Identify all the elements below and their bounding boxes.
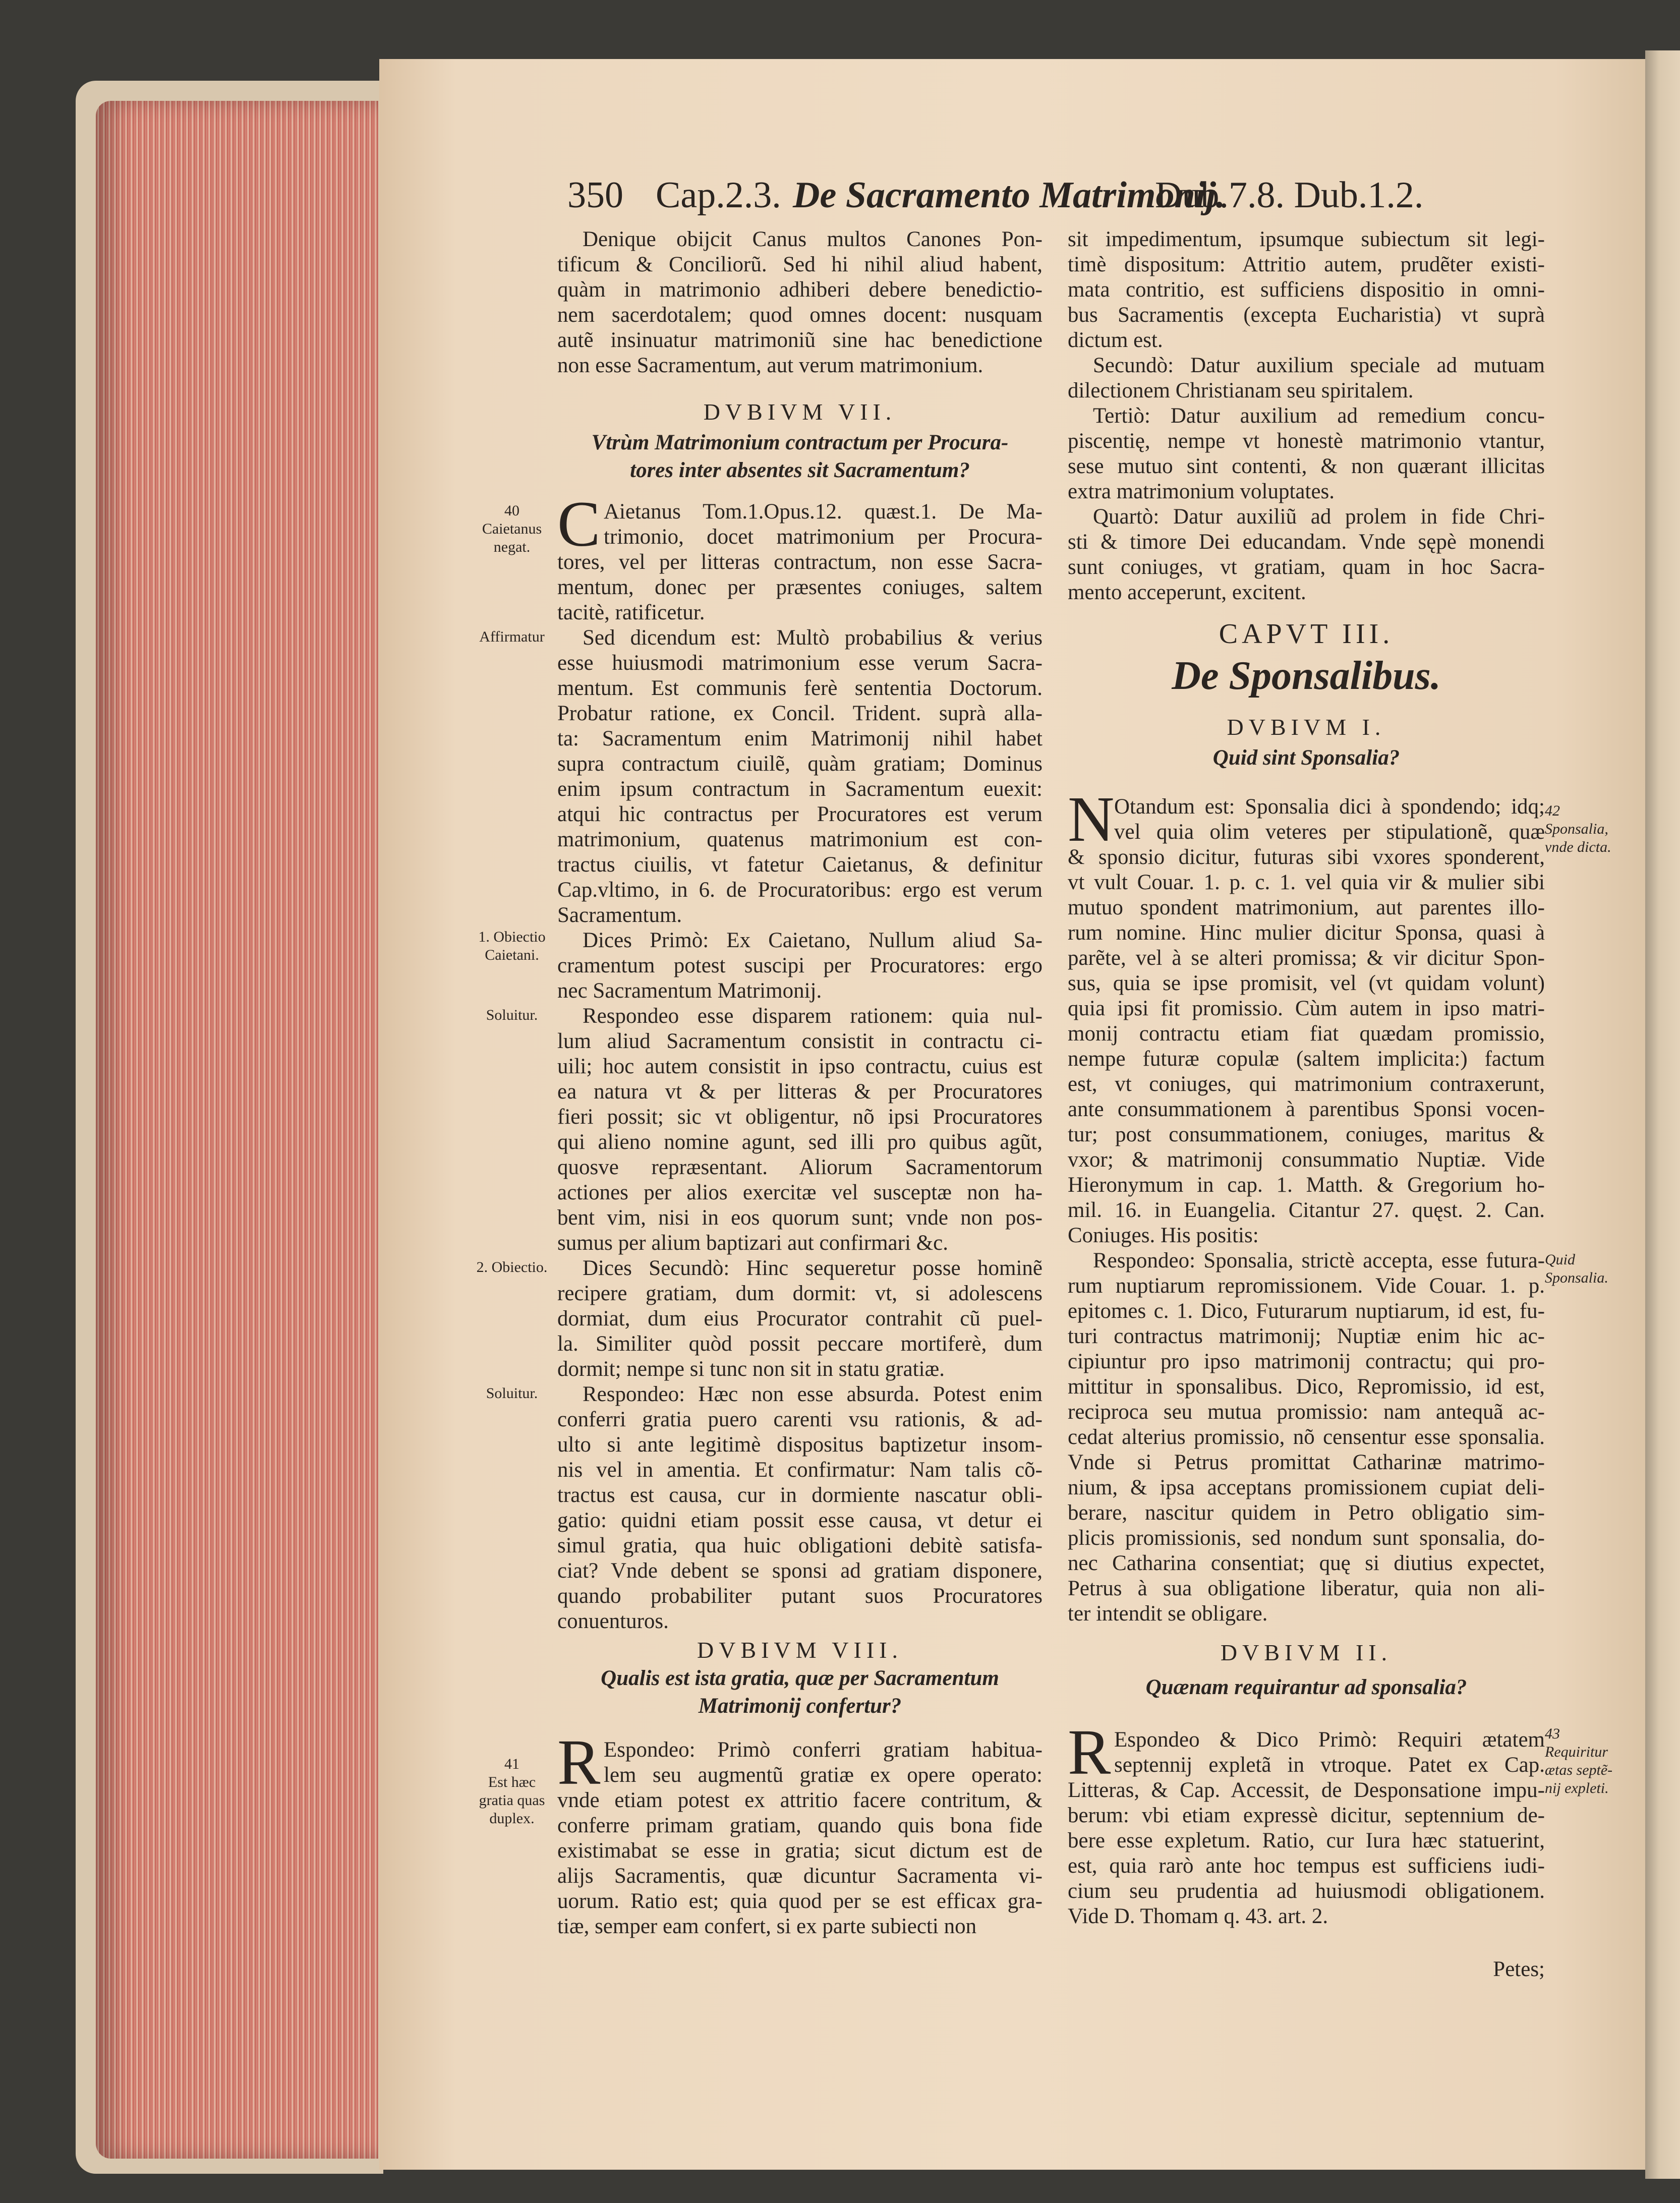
- paragraph: [557, 1726, 1042, 1939]
- text-line: mento acceperunt, excitent.: [1068, 581, 1306, 604]
- paragraph: [1068, 403, 1545, 504]
- text-line: tores, vel per litteras contractum, non esse Sacra-: [557, 550, 1042, 574]
- text-line: Respondeo esse disparem rationem: quia nul-: [583, 1004, 1042, 1028]
- text-line: ter intendit se obligare.: [1068, 1602, 1268, 1626]
- margin-note: [1545, 1725, 1636, 1798]
- text-line: vt vult Couar. 1. p. c. 1. vel quia vir & mulier sibi: [1068, 871, 1545, 894]
- text-line: est, vt coniuges, qui matrimonium contraxerunt,: [1068, 1072, 1545, 1096]
- text-line: mittitur in sponsalibus. Dico, Repromissio, id est,: [1068, 1375, 1545, 1399]
- dubium-title-line: Qualis est ista gratia, quæ per Sacramentum: [601, 1666, 999, 1690]
- text-line: ante consummationem à parentibus Sponsi vocen-: [1068, 1097, 1545, 1121]
- text-line: sus, quia se ipse promisit, vel (vt quidam volunt): [1068, 971, 1545, 995]
- text-line: berare, nascitur quidem in Petro obligatio sim-: [1068, 1501, 1545, 1525]
- chapter-title: De Sponsalibus.: [1172, 654, 1441, 698]
- text-line: berum: vbi etiam expressè dicitur, septennium de-: [1068, 1804, 1545, 1827]
- text-line: vel quia olim veteres per stipulationẽ, quæ: [1114, 820, 1545, 844]
- text-line: nec Sacramentum Matrimonij.: [557, 979, 822, 1003]
- margin-note: [467, 1384, 557, 1403]
- text-line: epitomes c. 1. Dico, Futurarum nuptiarum, id est, fu-: [1068, 1299, 1545, 1323]
- text-line: Probatur ratione, ex Concil. Trident. suprà alla-: [557, 702, 1042, 725]
- text-line: Dices Secundò: Hinc sequeretur posse hominẽ: [583, 1256, 1042, 1280]
- text-line: actiones per alios exercitæ vel susceptæ non ha-: [557, 1181, 1042, 1204]
- margin-note-line: 43: [1545, 1725, 1560, 1742]
- dubium-title-line: Matrimonij confertur?: [698, 1694, 902, 1718]
- text-line: cramentum potest suscipi per Procuratores: ergo: [557, 954, 1042, 977]
- margin-note: [467, 928, 557, 964]
- page-number: 350: [567, 175, 623, 216]
- text-line: tacitè, ratificetur.: [557, 601, 705, 624]
- margin-note-line: Soluitur.: [486, 1385, 538, 1402]
- text-line: recipere gratiam, dum dormit: vt, si adolescens: [557, 1282, 1042, 1305]
- margin-note: [467, 1258, 557, 1277]
- paragraph: [1068, 353, 1545, 403]
- text-line: ciat? Vnde debent se sponsi ad gratiam disponere,: [557, 1559, 1042, 1583]
- text-line: Secundò: Datur auxilium speciale ad mutuam: [1093, 354, 1545, 377]
- text-line: mentum. Est communis ferè sententia Doctorum.: [557, 676, 1042, 700]
- margin-note-line: Sponsalia,: [1545, 821, 1608, 837]
- text-line: nec Catharina consentiat; quę si diutius expectet,: [1068, 1551, 1545, 1575]
- drop-cap: R: [1068, 1716, 1111, 1788]
- margin-note: [467, 1006, 557, 1024]
- text-line: bent vim, nisi in eos quorum sunt; vnde non pos-: [557, 1206, 1042, 1230]
- text-line: enim ipsum contractum in Sacramentum euexit:: [557, 777, 1042, 801]
- text-line: Vnde si Petrus promittat Catharinæ matrimo-: [1068, 1451, 1545, 1474]
- text-line: matrimonium, quatenus matrimonium est con-: [557, 828, 1042, 851]
- margin-note-line: 41: [504, 1756, 519, 1772]
- text-line: nempe futuræ copulæ (saltem implicita:) factum: [1068, 1047, 1545, 1071]
- margin-note-line: Est hæc: [488, 1774, 536, 1790]
- text-line: rum nomine. Hinc mulier dicitur Sponsa, quasi à: [1068, 921, 1545, 945]
- text-line: Vide D. Thomam q. 43. art. 2.: [1068, 1904, 1328, 1928]
- text-line: ulto si ante legitimè dispositus baptizetur insom-: [557, 1433, 1042, 1457]
- text-line: vxor; & matrimonij consummatio Nuptiæ. Vide: [1068, 1148, 1545, 1172]
- page-edges: [96, 101, 378, 2159]
- text-line: non esse Sacramentum, aut verum matrimonium.: [557, 354, 983, 377]
- text-line: dormit; nempe si tunc non sit in statu gratiæ.: [557, 1357, 945, 1381]
- margin-note: [1545, 1251, 1636, 1287]
- paragraph: [1068, 1716, 1545, 1929]
- text-line: mata contritio, est sufficiens dispositio in omni-: [1068, 278, 1545, 302]
- text-line: Sed dicendum est: Multò probabilius & verius: [583, 626, 1042, 650]
- margin-note-line: negat.: [493, 539, 531, 555]
- dubium-title: [557, 1664, 1042, 1720]
- text-line: mil. 16. in Euangelia. Citantur 27. quęst. 2. Can.: [1068, 1198, 1545, 1222]
- margin-note: [467, 1755, 557, 1828]
- margin-note-line: ætas septẽ-: [1545, 1762, 1613, 1778]
- dubium-title-line: Vtrùm Matrimonium contractum per Procura-: [591, 431, 1009, 454]
- margin-note-line: gratia quas: [479, 1792, 545, 1809]
- text-line: supra contractum ciuilẽ, quàm gratiam; Dominus: [557, 752, 1042, 776]
- text-line: dilectionem Christianam seu spiritalem.: [1068, 379, 1414, 402]
- margin-note-line: 2. Obiectio.: [476, 1259, 548, 1276]
- paragraph: [557, 928, 1042, 1004]
- margin-note-line: Soluitur.: [486, 1007, 538, 1023]
- dubium-heading: DVBIVM II.: [1220, 1640, 1393, 1665]
- paragraph: [557, 227, 1042, 378]
- text-line: alijs Sacramentis, quæ dicuntur Sacramenta vi-: [557, 1864, 1042, 1888]
- text-line: la. Similiter quòd possit peccare mortiferè, dum: [557, 1332, 1042, 1356]
- chapter-label: Cap.2.3.: [656, 175, 781, 216]
- paragraph: [557, 1004, 1042, 1256]
- drop-cap: R: [557, 1726, 601, 1798]
- text-line: quia ipsi fit promissio. Cùm autem in ipso matri-: [1068, 997, 1545, 1020]
- running-title: De Sacramento Matrimonij.: [793, 175, 1226, 216]
- text-line: tractus ciuilis, vt fatetur Caietanus, & definitur: [557, 853, 1042, 877]
- text-line: cium seu prudentia ad huiusmodi obligationem.: [1068, 1879, 1545, 1903]
- paragraph: [557, 488, 1042, 625]
- text-line: Aietanus Tom.1.Opus.12. quæst.1. De Ma-: [604, 500, 1042, 524]
- text-line: sese mutuo sint contenti, & non quærant illicitas: [1068, 454, 1545, 478]
- margin-note-line: 42: [1545, 802, 1560, 819]
- margin-note-line: duplex.: [489, 1810, 535, 1827]
- margin-note: [467, 502, 557, 556]
- text-line: esse huiusmodi matrimonium esse verum Sacra-: [557, 651, 1042, 675]
- text-line: uili; hoc autem consistit in ipso contractu, cuius est: [557, 1055, 1042, 1078]
- margin-note-line: vnde dicta.: [1545, 839, 1611, 855]
- section-label: Dub.7.8. Dub.1.2.: [1155, 175, 1424, 216]
- text-line: sti & timore Dei educandam. Vnde sępè monendi: [1068, 530, 1545, 554]
- text-line: septennij expletã in vtroque. Patet ex Cap.: [1114, 1753, 1545, 1777]
- text-line: Sacramentum.: [557, 903, 682, 927]
- text-line: tiæ, semper eam confert, si ex parte subiecti non: [557, 1915, 977, 1938]
- dubium-heading: DVBIVM VII.: [703, 399, 897, 425]
- dubium-heading: DVBIVM I.: [1227, 714, 1386, 740]
- text-line: cipiuntur pro ipso matrimonij contractu; qui pro-: [1068, 1350, 1545, 1373]
- margin-note-line: 1. Obiectio: [478, 929, 546, 945]
- paragraph: [1068, 504, 1545, 605]
- paragraph: [1068, 783, 1545, 1248]
- text-line: autẽ insinuatur matrimoniũ sine hac benedictione: [557, 328, 1042, 352]
- text-line: quosve repræsentant. Aliorum Sacramentorum: [557, 1155, 1042, 1179]
- text-line: Denique obijcit Canus multos Canones Pon-: [583, 227, 1042, 251]
- text-line: rum nuptiarum repromissionem. Vide Couar. 1. p.: [1068, 1274, 1545, 1298]
- text-line: bere esse expletum. Ratio, cur Iura hæc statuerint,: [1068, 1829, 1545, 1852]
- dubium-title: Quid sint Sponsalia?: [1212, 746, 1400, 770]
- text-line: quando probabiliter putant suos Procuratores: [557, 1584, 1042, 1608]
- text-line: & sponsio dicitur, futuras sibi vxores sponderent,: [1068, 845, 1545, 869]
- margin-note-line: Requiritur: [1545, 1744, 1608, 1760]
- text-line: qui alieno nomine agunt, sed illi pro quibus agũt,: [557, 1130, 1042, 1154]
- text-line: tur; post consummationem, coniuges, maritus &: [1068, 1123, 1545, 1146]
- facing-page-edge: [1645, 50, 1680, 2179]
- text-line: sit impedimentum, ipsumque subiectum sit legi-: [1068, 227, 1545, 251]
- catchword: Petes;: [1493, 1957, 1545, 1981]
- text-line: lem seu augmentũ gratiæ ex opere operato:: [604, 1763, 1042, 1787]
- text-line: conuenturos.: [557, 1609, 669, 1633]
- text-line: Quartò: Datur auxiliũ ad prolem in fide Chri-: [1093, 505, 1545, 529]
- margin-note-line: Affirmatur: [479, 628, 545, 645]
- margin-note: [467, 628, 557, 646]
- text-line: tractus est causa, cur in dormiente nascatur obli-: [557, 1483, 1042, 1507]
- drop-cap: N: [1068, 783, 1115, 855]
- dubium-title: Quænam requirantur ad sponsalia?: [1145, 1675, 1467, 1699]
- text-line: conferre primam gratiam, quando quis bona fide: [557, 1814, 1042, 1837]
- margin-note-line: Quid: [1545, 1251, 1575, 1268]
- text-line: Coniuges. His positis:: [1068, 1224, 1259, 1247]
- text-line: Espondeo & Dico Primò: Requiri ætatem: [1114, 1728, 1545, 1752]
- text-line: Dices Primò: Ex Caietano, Nullum aliud Sa-: [583, 929, 1042, 952]
- text-line: Cap.vltimo, in 6. de Procuratoribus: ergo est verum: [557, 878, 1042, 902]
- text-line: Respondeo: Sponsalia, strictè accepta, esse futura-: [1093, 1249, 1545, 1272]
- dubium-heading: DVBIVM VIII.: [697, 1637, 903, 1663]
- text-line: ea natura vt & per litteras & per Procuratores: [557, 1080, 1042, 1104]
- text-line: ta: Sacramentum enim Matrimonij nihil habet: [557, 727, 1042, 750]
- text-line: existimabat se esse in gratia; sicut dictum est de: [557, 1839, 1042, 1863]
- text-line: timè dispositum: Attritio autem, prudẽter existi-: [1068, 253, 1545, 276]
- dubium-title: [557, 429, 1042, 484]
- text-line: turi contractus matrimonij; Nuptiæ enim hic ac-: [1068, 1324, 1545, 1348]
- text-line: lum aliud Sacramentum consistit in contractu ci-: [557, 1029, 1042, 1053]
- text-line: uorum. Ratio est; quia quod per se est efficax gra-: [557, 1889, 1042, 1913]
- text-line: cedat alterius promissio, nõ censentur esse sponsalia.: [1068, 1425, 1545, 1449]
- text-line: simul gratia, qua huic obligationi debitè satisfa-: [557, 1534, 1042, 1557]
- text-line: piscentię, nempe vt honestè matrimonio vtantur,: [1068, 429, 1545, 453]
- text-line: plicis promissionis, sed nondum sunt sponsalia, do-: [1068, 1526, 1545, 1550]
- text-line: dormiat, dum eius Procurator contrahit cũ puel-: [557, 1307, 1042, 1330]
- text-line: quàm in matrimonio adhiberi debere benedictio-: [557, 278, 1042, 302]
- margin-note-line: 40: [504, 502, 519, 519]
- text-line: Tertiò: Datur auxilium ad remedium concu-: [1093, 404, 1545, 428]
- text-line: dictum est.: [1068, 328, 1163, 352]
- text-line: nium, & ipsa acceptans promissionem cupiat deli-: [1068, 1476, 1545, 1499]
- drop-cap: C: [557, 488, 601, 560]
- text-line: Respondeo: Hæc non esse absurda. Potest enim: [583, 1382, 1042, 1406]
- text-line: sumus per alium baptizari aut confirmari &c.: [557, 1231, 948, 1255]
- text-line: conferri gratia puero carenti vsu rationis, & ad-: [557, 1408, 1042, 1431]
- text-line: Otandum est: Sponsalia dici à spondendo; idq;: [1114, 795, 1545, 819]
- margin-note: [1545, 802, 1636, 856]
- text-line: monij contractu etiam fiat quædam promissio,: [1068, 1022, 1545, 1046]
- margin-note-line: Sponsalia.: [1545, 1269, 1608, 1286]
- margin-note-line: Caietani.: [485, 947, 539, 963]
- chapter-heading: CAPVT III.: [1219, 618, 1394, 650]
- dubium-title-line: tores inter absentes sit Sacramentum?: [630, 458, 970, 482]
- text-line: mutuo spondent matrimonium, aut parentes illo-: [1068, 896, 1545, 919]
- text-line: bus Sacramentis (excepta Eucharistia) vt suprà: [1068, 303, 1545, 327]
- text-line: parẽte, vel à se alteri promissa; & vir dicitur Spon-: [1068, 946, 1545, 970]
- text-line: nis vel in amentia. Et confirmatur: Nam talis cõ-: [557, 1458, 1042, 1482]
- text-line: vnde etiam potest ex attritio facere contritum, &: [557, 1788, 1042, 1812]
- text-line: Espondeo: Primò conferri gratiam habitua-: [604, 1738, 1042, 1762]
- paragraph: [1068, 227, 1545, 353]
- text-line: tificum & Conciliorũ. Sed hi nihil aliud habent,: [557, 253, 1042, 276]
- text-line: extra matrimonium voluptates.: [1068, 480, 1335, 503]
- text-line: trimonio, docet matrimonium per Procura-: [604, 525, 1042, 549]
- text-line: Hieronymum in cap. 1. Matth. & Gregorium ho-: [1068, 1173, 1545, 1197]
- text-line: Litteras, & Cap. Accessit, de Desponsatione impu-: [1068, 1778, 1545, 1802]
- text-line: Petrus à sua obligatione liberatur, quia non ali-: [1068, 1577, 1545, 1600]
- paragraph: [1068, 1248, 1545, 1627]
- text-line: est, quia rarò ante hoc tempus est sufficiens iudi-: [1068, 1854, 1545, 1878]
- text-line: mentum, donec per præsentes coniuges, saltem: [557, 575, 1042, 599]
- paragraph: [557, 625, 1042, 928]
- text-line: gatio: quidni etiam possit esse causa, vt detur ei: [557, 1509, 1042, 1532]
- text-line: atqui hic contractus per Procuratores est verum: [557, 802, 1042, 826]
- text-line: sunt coniuges, vt gratiam, quam in hoc Sacra-: [1068, 555, 1545, 579]
- paragraph: [557, 1256, 1042, 1382]
- margin-note-line: Caietanus: [482, 520, 542, 537]
- paragraph: [557, 1382, 1042, 1634]
- text-line: nem sacerdotalem; quod omnes docent: nusquam: [557, 303, 1042, 327]
- margin-note-line: nij expleti.: [1545, 1780, 1609, 1796]
- text-line: fieri possit; sic vt obligentur, nõ ipsi Procuratores: [557, 1105, 1042, 1129]
- text-line: reciproca seu mutua promissio: nam antequã ac-: [1068, 1400, 1545, 1424]
